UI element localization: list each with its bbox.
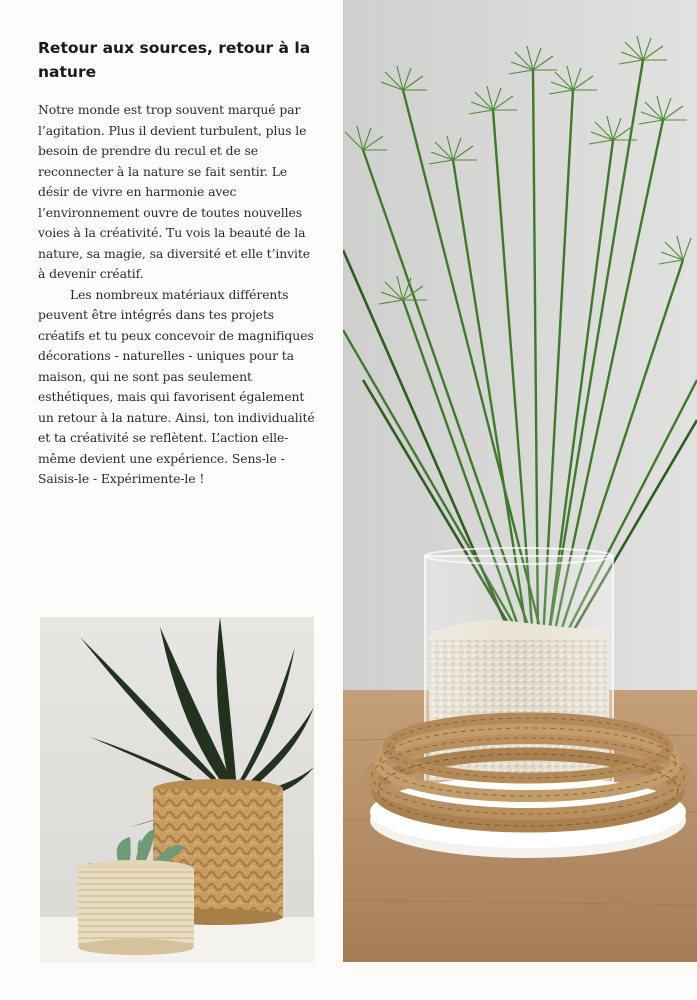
article-text-column	[38, 36, 320, 490]
papyrus-vase-photo	[343, 0, 697, 962]
papyrus-vase-illustration	[343, 0, 697, 962]
article-paragraph-1: Notre monde est trop souvent marqué par l’agitation. Plus il devient turbulent, plus le besoin de prendre du recul et de se reconnecter à la nature se fait sentir. Le désir de vivre en harmonie avec l’environnement ouvre de toutes nouvelles voies à la créativité. Tu vois la beauté de la nature, sa magie, sa diversité et elle t’invite à devenir créatif.	[38, 102, 311, 281]
article-title: Retour aux sources, retour à la nature	[38, 39, 311, 81]
woven-pots-photo	[40, 617, 314, 962]
article-paragraph-2: Les nombreux matériaux différents peuvent être intégrés dans tes projets créatifs et tu peux concevoir de magnifiques décorations - naturelles - uniques pour ta maison, qui ne sont pas seulement esthétiques, mais qui favorisent également un retour à la nature. Ainsi, ton individualité et ta créativité se reflètent. L’action elle-même devient une expérience. Sens-le - Saisis-le - Expérimente-le !	[38, 286, 315, 486]
woven-pots-illustration	[40, 617, 314, 962]
